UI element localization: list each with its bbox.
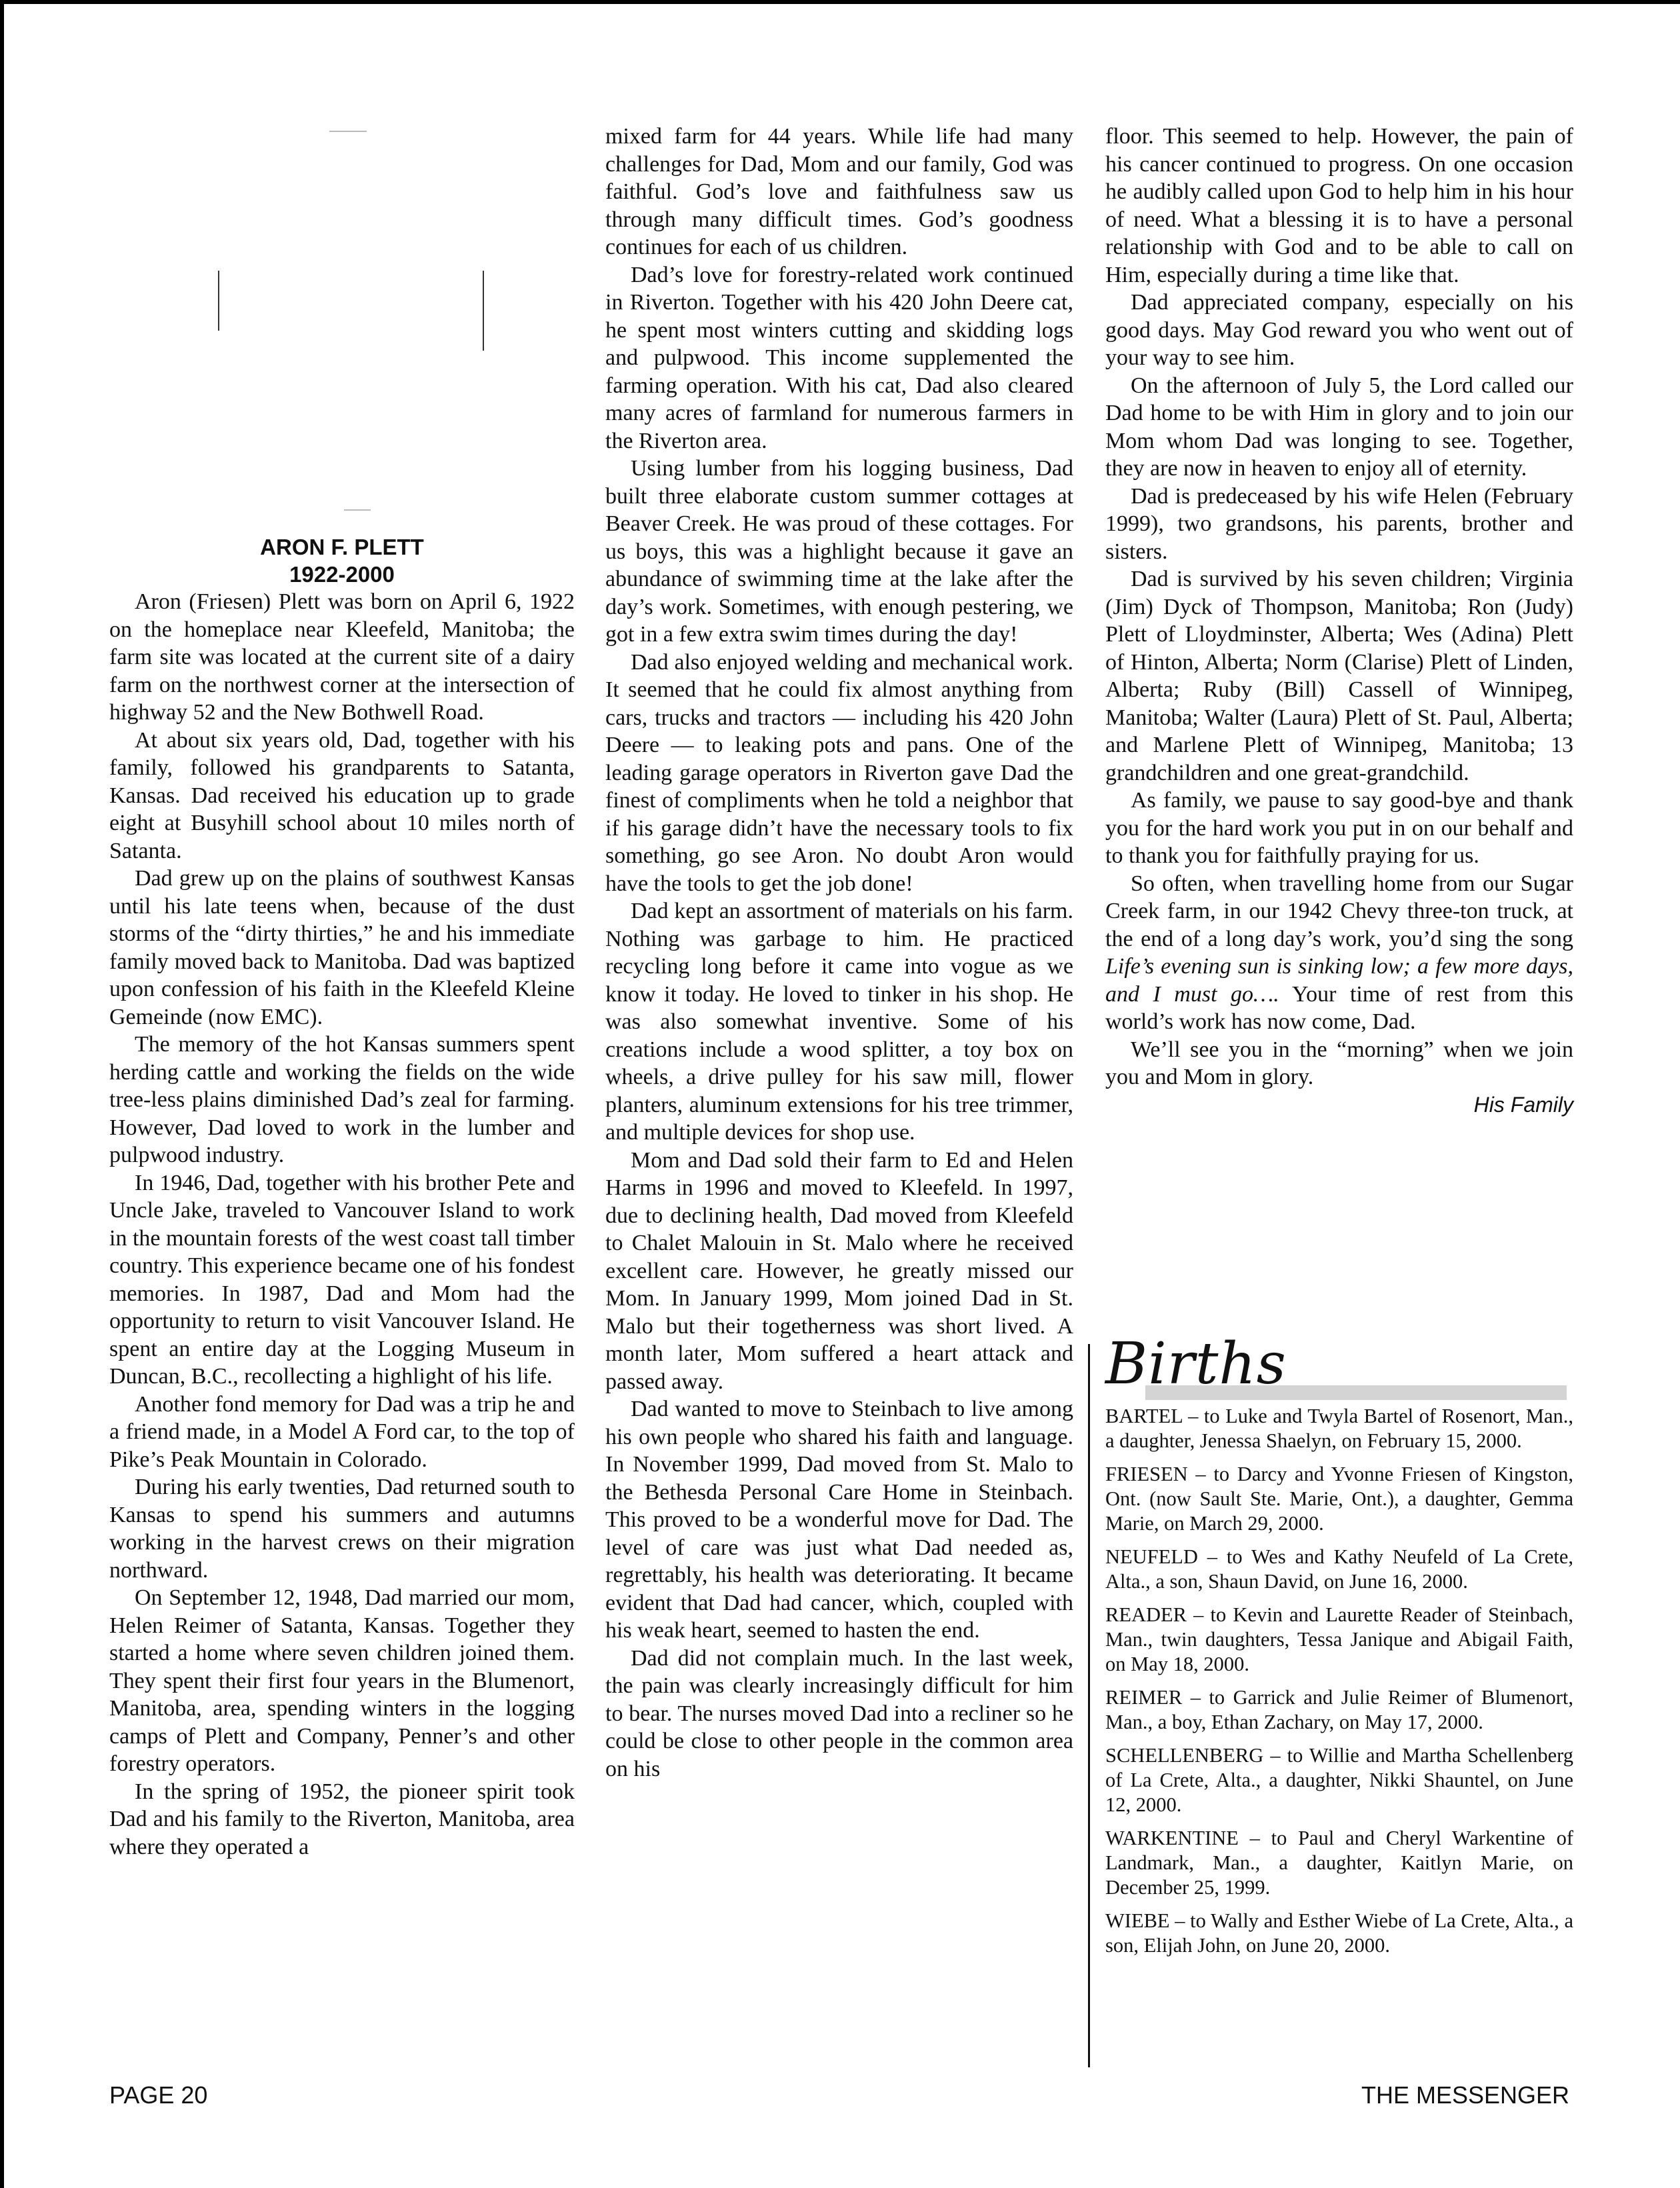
paragraph: Dad also enjoyed welding and mechanical work. It seemed that he could fix almost anything from cars, trucks and tractors — including his 420 John Deere — to leaking pots and pans. One of the leading garage operators in Riverton gave Dad the finest of compliments when he told a neighbor that if his garage didn’t have the necessary tools to fix something, go see Aron. No doubt Aron would have the tools to get the job done! <box>605 649 1073 896</box>
paragraph: Dad is survived by his seven children; Virginia (Jim) Dyck of Thompson, Manitoba; Ron (Judy) Plett of Lloydminster, Alberta; Wes (Adina) Plett of Hinton, Alberta; Norm (Clarise) Plett of Linden, Alberta; Ruby (Bill) Cassell of Winnipeg, Manitoba; Walter (Laura) Plett of St. Paul, Alberta; and Marlene Plett of Winnipeg, Manitoba; 13 grandchildren and one great-grandchild. <box>1105 567 1573 785</box>
obituary-name: ARON F. PLETT <box>260 535 424 559</box>
paragraph: Another fond memory for Dad was a trip he and a friend made, in a Model A Ford car, to the top of Pike’s Peak Mountain in Colorado. <box>109 1391 575 1472</box>
birth-entry: READER – to Kevin and Laurette Reader of Steinbach, Man., twin daughters, Tessa Janique and Abigail Faith, on May 18, 2000. <box>1105 1603 1573 1675</box>
paragraph: Dad’s love for forestry-related work continued in Riverton. Together with his 420 John Deere cat, he spent most winters cutting and skidding logs and pulpwood. This income supplemented the farming operation. With his cat, Dad also cleared many acres of farmland for numerous farmers in the Riverton area. <box>605 262 1073 453</box>
paragraph: Dad appreciated company, especially on his good days. May God reward you who went out of your way to see him. <box>1105 290 1573 370</box>
paragraph: During his early twenties, Dad returned south to Kansas to spend his summers and autumns working in the harvest crews on their migration northward. <box>109 1475 575 1583</box>
paragraph: Mom and Dad sold their farm to Ed and Helen Harms in 1996 and moved to Kleefeld. In 1997, due to declining health, Dad moved from Kleefeld to Chalet Malouin in St. Malo where he received excellent care. However, he greatly missed our Mom. In January 1999, Mom joined Dad in St. Malo but their togetherness was short lived. A month later, Mom suffered a heart attack and passed away. <box>605 1147 1073 1394</box>
song-paragraph-after: Your time of rest from this world’s work has now come, Dad. <box>1105 981 1573 1034</box>
paragraph: At about six years old, Dad, together with his family, followed his grandparents to Satanta, Kansas. Dad received his education up to grade eight at Busyhill school about 10 miles north of Satanta. <box>109 727 575 863</box>
paragraph: floor. This seemed to help. However, the pain of his cancer continued to progress. On one occasion he audibly called upon God to help him in his hour of need. What a blessing it is to have a personal relationship with God and to be able to call on Him, especially during a time like that. <box>1105 124 1573 287</box>
song-lyric: Life’s evening sun is sinking low; a few more days, and I must go…. <box>1105 954 1573 1007</box>
paragraph: On September 12, 1948, Dad married our mom, Helen Reimer of Satanta, Kansas. Together they started a home where seven children joined them. They spent their first four years in the Blumenort, Manitoba, area, spending winters in the logging camps of Plett and Company, Penner’s and other forestry operators. <box>109 1585 575 1776</box>
publication-name: THE MESSENGER <box>1361 2081 1569 2109</box>
column-divider <box>1088 1344 1090 2067</box>
paragraph: Aron (Friesen) Plett was born on April 6, 1922 on the homeplace near Kleefeld, Manitoba; the farm site was located at the current site of a dairy farm on the northwest corner at the intersection of highway 52 and the New Bothwell Road. <box>109 589 575 725</box>
birth-entry: NEUFELD – to Wes and Kathy Neufeld of La Crete, Alta., a son, Shaun David, on June 16, 2000. <box>1105 1545 1573 1593</box>
obituary-column-2 <box>605 123 1073 1783</box>
paragraph: We’ll see you in the “morning” when we join you and Mom in glory. <box>1105 1037 1573 1089</box>
paragraph: Dad is predeceased by his wife Helen (February 1999), two grandsons, his parents, brother and sisters. <box>1105 483 1573 564</box>
birth-entry: REIMER – to Garrick and Julie Reimer of Blumenort, Man., a boy, Ethan Zachary, on May 17, 2000. <box>1105 1686 1573 1733</box>
obituary-column-1 <box>109 123 575 1861</box>
obituary-years: 1922-2000 <box>289 562 395 587</box>
birth-entry: WIEBE – to Wally and Esther Wiebe of La Crete, Alta., a son, Elijah John, on June 20, 2000. <box>1105 1909 1573 1957</box>
page-number: PAGE 20 <box>109 2081 208 2109</box>
paragraph: In 1946, Dad, together with his brother Pete and Uncle Jake, traveled to Vancouver Island to work in the mountain forests of the west coast tall timber country. This experience became one of his fondest memories. In 1987, Dad and Mom had the opportunity to return to visit Vancouver Island. He spent an entire day at the Logging Museum in Duncan, B.C., recollecting a highlight of his life. <box>109 1170 575 1389</box>
births-heading <box>1105 1331 1573 1404</box>
birth-entry: FRIESEN – to Darcy and Yvonne Friesen of Kingston, Ont. (now Sault Ste. Marie, Ont.), a daughter, Gemma Marie, on March 29, 2000. <box>1105 1463 1573 1535</box>
paragraph: On the afternoon of July 5, the Lord called our Dad home to be with Him in glory and to join our Mom whom Dad was longing to see. Together, they are now in heaven to enjoy all of eternity. <box>1105 373 1573 481</box>
birth-entry: BARTEL – to Luke and Twyla Bartel of Rosenort, Man., a daughter, Jenessa Shaelyn, on February 15, 2000. <box>1105 1405 1573 1452</box>
photo-placeholder <box>109 123 575 533</box>
song-paragraph <box>1105 870 1573 1036</box>
paragraph: mixed farm for 44 years. While life had many challenges for Dad, Mom and our family, God was faithful. God’s love and faithfulness saw us through many difficult times. God’s goodness continues for each of us children. <box>605 124 1073 259</box>
song-paragraph-before: So often, when travelling home from our Sugar Creek farm, in our 1942 Chevy three-ton truck, at the end of a long day’s work, you’d sing the song <box>1105 871 1573 951</box>
birth-entry: WARKENTINE – to Paul and Cheryl Warkentine of Landmark, Man., a daughter, Kaitlyn Marie, on December 25, 1999. <box>1105 1827 1573 1899</box>
paragraph: As family, we pause to say good-bye and thank you for the hard work you put in on our behalf and to thank you for faithfully praying for us. <box>1105 788 1573 868</box>
obituary-column-3 <box>1105 123 1573 1119</box>
paragraph: Dad did not complain much. In the last week, the pain was clearly increasingly difficult for him to bear. The nurses moved Dad into a recliner so he could be close to other people in the common area on his <box>605 1645 1073 1781</box>
births-section <box>1105 1331 1573 1967</box>
signature: His Family <box>1473 1092 1573 1117</box>
paragraph: Dad kept an assortment of materials on his farm. Nothing was garbage to him. He practiced recycling long before it came into vogue as we know it today. He loved to tinker in his shop. He was also somewhat inventive. Some of his creations include a wood splitter, a toy box on wheels, a drive pulley for his saw mill, flower planters, aluminum extensions for his tree trimmer, and multiple devices for shop use. <box>605 899 1073 1145</box>
paragraph: Dad wanted to move to Steinbach to live among his own people who shared his faith and language. In November 1999, Dad moved from St. Malo to the Bethesda Personal Care Home in Steinbach. This proved to be a wonderful move for Dad. The level of care was just what Dad needed as, regrettably, his health was deteriorating. It became evident that Dad had cancer, which, coupled with his weak heart, seemed to hasten the end. <box>605 1397 1073 1643</box>
paragraph: Using lumber from his logging business, Dad built three elaborate custom summer cottages at Beaver Creek. He was proud of these cottages. For us boys, this was a highlight because it gave an abundance of swimming time at the lake after the day’s work. Sometimes, with enough pestering, we got in a few extra swim times during the day! <box>605 456 1073 647</box>
birth-entry: SCHELLENBERG – to Willie and Martha Schellenberg of La Crete, Alta., a daughter, Nikki Shauntel, on June 12, 2000. <box>1105 1744 1573 1816</box>
births-title: Births <box>1105 1331 1287 1397</box>
paragraph: In the spring of 1952, the pioneer spirit took Dad and his family to the Riverton, Manitoba, area where they operated a <box>109 1779 575 1859</box>
paragraph: Dad grew up on the plains of southwest Kansas until his late teens when, because of the dust storms of the “dirty thirties,” he and his immediate family moved back to Manitoba. Dad was baptized upon confession of his faith in the Kleefeld Kleine Gemeinde (now EMC). <box>109 866 575 1029</box>
paragraph: The memory of the hot Kansas summers spent herding cattle and working the fields on the wide tree-less plains diminished Dad’s zeal for farming. However, Dad loved to work in the lumber and pulpwood industry. <box>109 1032 575 1167</box>
